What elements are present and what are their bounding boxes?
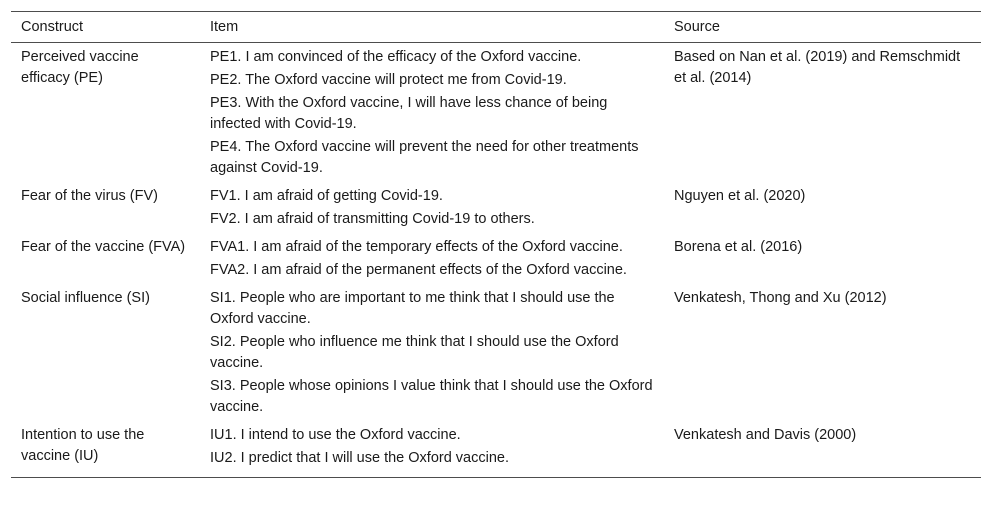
item-pe1: PE1. I am convinced of the efficacy of the Oxford vaccine.: [210, 49, 582, 65]
table-row-fva: [11, 233, 981, 284]
constructs-table: [11, 11, 981, 478]
source-cell: Nguyen et al. (2020): [674, 188, 806, 204]
item-iu1: IU1. I intend to use the Oxford vaccine.: [210, 427, 461, 443]
header-item: Item: [200, 12, 664, 43]
construct-cell: Perceived vaccine efficacy (PE): [21, 49, 139, 86]
source-cell: Based on Nan et al. (2019) and Remschmidt et al. (2014): [674, 49, 961, 86]
construct-cell: Fear of the virus (FV): [21, 188, 158, 204]
constructs-table-container: [11, 11, 981, 478]
item-si2: SI2. People who influence me think that I should use the Oxford vaccine.: [210, 334, 619, 371]
header-construct: Construct: [11, 12, 200, 43]
item-fv2: FV2. I am afraid of transmitting Covid-19 to others.: [210, 211, 535, 227]
item-fva1: FVA1. I am afraid of the temporary effects of the Oxford vaccine.: [210, 239, 623, 255]
source-cell: Venkatesh, Thong and Xu (2012): [674, 290, 887, 306]
items-cell: [200, 284, 664, 421]
items-cell: [200, 421, 664, 478]
table-header: [11, 12, 981, 43]
item-si1: SI1. People who are important to me think that I should use the Oxford vaccine.: [210, 290, 615, 327]
source-cell: Borena et al. (2016): [674, 239, 803, 255]
header-row: [11, 12, 981, 43]
items-cell: [200, 43, 664, 183]
item-fva2: FVA2. I am afraid of the permanent effects of the Oxford vaccine.: [210, 262, 627, 278]
construct-cell: Intention to use the vaccine (IU): [11, 421, 200, 478]
item-pe3: PE3. With the Oxford vaccine, I will have less chance of being infected with Covid-19.: [210, 95, 608, 132]
item-iu2: IU2. I predict that I will use the Oxford vaccine.: [210, 450, 509, 466]
item-fv1: FV1. I am afraid of getting Covid-19.: [210, 188, 443, 204]
table-row-fv: [11, 182, 981, 233]
table-row-iu: [11, 421, 981, 478]
table-body: [11, 43, 981, 478]
construct-cell: Social influence (SI): [21, 290, 150, 306]
item-pe2: PE2. The Oxford vaccine will protect me from Covid-19.: [210, 72, 567, 88]
table-row-si: [11, 284, 981, 421]
items-cell: [200, 233, 664, 284]
header-source: Source: [664, 12, 981, 43]
source-cell: Venkatesh and Davis (2000): [664, 421, 981, 478]
construct-cell: Fear of the vaccine (FVA): [21, 239, 186, 255]
item-si3: SI3. People whose opinions I value think that I should use the Oxford vaccine.: [210, 378, 653, 415]
item-pe4: PE4. The Oxford vaccine will prevent the need for other treatments against Covid-19.: [210, 139, 639, 176]
items-cell: [200, 182, 664, 233]
table-row-pe: [11, 43, 981, 183]
